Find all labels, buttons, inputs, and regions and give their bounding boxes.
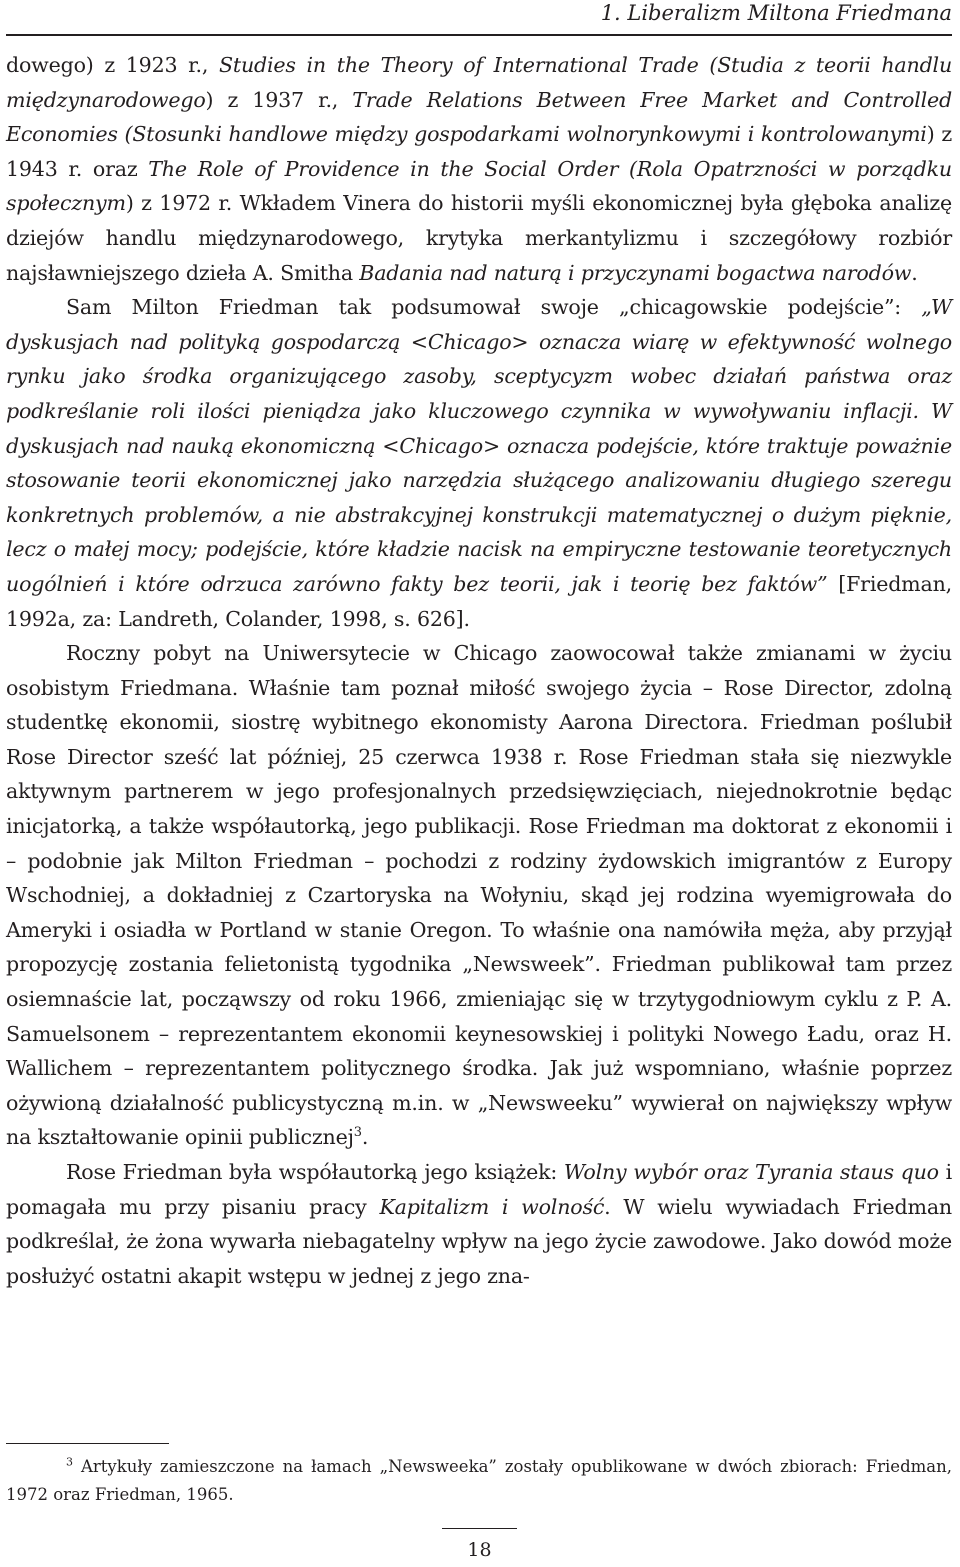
italic-text-run: Studia z teorii handlu międzynarodowego: [6, 53, 953, 112]
italic-text-run: (: [117, 122, 133, 147]
body-text: [6, 48, 952, 1293]
italic-text-run: (: [698, 53, 718, 77]
italic-text-run: Wolny wybór oraz Tyrania staus quo: [563, 1160, 939, 1184]
paragraph-4: [6, 1155, 952, 1293]
text-run: i pomagała mu przy pisaniu pracy: [6, 1160, 952, 1219]
italic-text-run: Rola Opatrzności w porządku społecznym: [6, 156, 952, 216]
footnote-text: Artykuły zamieszczone na łamach „Newsweeka” zostały opublikowane w dwóch zbiorach: Friedman, 1972 oraz Friedman, 1965.: [6, 1457, 952, 1504]
text-run: .: [911, 260, 918, 285]
folio-rule: [442, 1528, 517, 1529]
italic-text-run: Stosunki handlowe między gospodarkami wolnorynkowymi i kontrolowanymi: [132, 122, 927, 147]
book-page: [6, 0, 952, 1567]
italic-text-run: Badania nad naturą i przyczynami bogactwa narodów: [359, 260, 912, 285]
running-header: 1. Liberalizm Miltona Friedmana: [600, 1, 952, 25]
footnote-marker: 3: [66, 1455, 73, 1469]
text-run: . W wielu wywiadach Friedman podkreślał, że żona wywarła niebagatelny wpływ na jego życie zawodowe. Jako dowód może posłużyć ostatni akapit wstępu w jednej z jego zna-: [6, 1194, 952, 1288]
italic-text-run: (: [618, 156, 637, 181]
text-run: [Friedman, 1992a, za: Landreth, Colander, 1998, s. 626].: [6, 571, 952, 631]
italic-text-run: The Role of Providence in the Social Order: [148, 156, 619, 181]
header-rule: [6, 34, 952, 36]
text-run: ) z 1943 r. oraz: [6, 122, 952, 181]
text-run: Rose Friedman była współautorką jego książek:: [66, 1160, 564, 1184]
text-run: Sam Milton Friedman tak podsumował swoje „chicagowskie podejście”:: [66, 295, 922, 320]
italic-text-run: Studies in the Theory of International Trade: [219, 53, 699, 77]
footnote-rule: [6, 1443, 169, 1444]
italic-text-run: Kapitalizm i wolność: [379, 1194, 605, 1219]
paragraph-3: [6, 636, 952, 1155]
text-run: Roczny pobyt na Uniwersytecie w Chicago zaowocował także zmianami w życiu osobistym Friedmana. Właśnie tam poznał miłość swojego życia – Rose Director, zdolną studentkę ekonomii, siostrę wybitnego ekonomisty Aarona Directora. Friedman poślubił Rose Director sześć lat później, 25 czerwca 1938 r. Rose Friedman stała się niezwykle aktywnym partnerem w jego profesjonalnych przedsięwzięciach, niejednokrotnie będąc inicjatorką, a także współautorką, jego publikacji. Rose Friedman ma doktorat z ekonomii i – podobnie jak Milton Friedman – pochodzi z rodziny żydowskich imigrantów z Europy Wschodniej, a dokładniej z Czartoryska na Wołyniu, skąd jej rodzina wyemigrowała do Ameryki i osiadła w Portland w stanie Oregon. To właśnie ona namówiła męża, aby przyjął propozycję zostania felietonistą tygodnika „Newsweek”. Friedman publikował tam przez osiemnaście lat, począwszy od roku 1966, zmieniając się w trzytygodniowym cyklu z P. A. Samuelsonem – reprezentantem ekonomii keynesowskiej i polityki Nowego Ładu, oraz H. Wallichem – reprezentantem politycznego środka. Jak już wspomniano, właśnie poprzez ożywioną działalność publicystyczną m.in. w „Newsweeku” wywierał on największy wpływ na kształtowanie opinii publicznej: [6, 641, 952, 1150]
text-run: dowego) z 1923 r.,: [6, 53, 219, 77]
page-number: 18: [467, 1539, 492, 1561]
paragraph-1: [6, 48, 952, 290]
text-run: ) z 1972 r. Wkładem Vinera do historii myśli ekonomicznej była głęboka analizę dziejów handlu międzynarodowego, krytyka merkantylizmu i szczegółowy rozbiór najsławniejszego dzieła A. Smitha: [6, 191, 952, 285]
paragraph-2: [6, 290, 952, 636]
text-run: ) z 1937 r.,: [205, 87, 353, 112]
italic-text-run: Trade Relations Between Free Market and Controlled Economies: [6, 87, 952, 147]
text-run: .: [361, 1125, 369, 1150]
footnote: [6, 1453, 952, 1509]
italic-text-run: „W dyskusjach nad polityką gospodarczą <Chicago> oznacza wiarę w efektywność wolnego rynku jako środka organizującego zasoby, sceptycyzm wobec działań państwa oraz podkreślanie roli ilości pieniądza jako kluczowego czynnika w wywoływaniu inflacji. W dyskusjach nad nauką ekonomiczną <Chicago> oznacza podejście, które traktuje poważnie stosowanie teorii ekonomicznej jako narzędzia służącego analizowaniu długiego szeregu konkretnych problemów, a nie abstrakcyjnej konstrukcji matematycznej o dużym pięknie, lecz o małej mocy; podejście, które kładzie nacisk na empiryczne testowanie teoretycznych uogólnień i które odrzuca zarówno fakty bez teorii, jak i teorię bez faktów”: [6, 295, 952, 596]
footnote-reference: 3: [353, 1125, 362, 1141]
